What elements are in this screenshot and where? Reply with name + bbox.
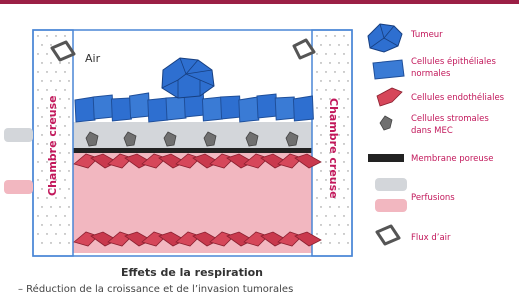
chamber-dot xyxy=(59,116,60,117)
chamber-dot xyxy=(325,233,326,234)
chamber-dot xyxy=(64,233,65,234)
chamber-dot xyxy=(320,188,321,189)
upper-perfusion-channel xyxy=(73,122,312,148)
chamber-dot xyxy=(68,152,69,153)
chamber-dot xyxy=(347,80,348,81)
epithelial-cell xyxy=(111,98,131,121)
chamber-dot xyxy=(41,116,42,117)
chamber-dot xyxy=(55,233,56,234)
airflow-icon xyxy=(377,226,399,244)
chamber-dot xyxy=(334,89,335,90)
chamber-dot xyxy=(320,62,321,63)
chamber-dot xyxy=(320,170,321,171)
chamber-dot xyxy=(46,89,47,90)
epithelial-cell xyxy=(202,97,222,121)
chamber-dot xyxy=(46,35,47,36)
tumor-icon xyxy=(368,24,402,52)
chamber-dot xyxy=(59,242,60,243)
chamber-dot xyxy=(343,35,344,36)
chamber-dot xyxy=(325,143,326,144)
chamber-dot xyxy=(325,215,326,216)
porous-membrane-icon xyxy=(368,154,404,162)
chamber-dot xyxy=(334,215,335,216)
chamber-dot xyxy=(347,152,348,153)
chamber-dot xyxy=(320,134,321,135)
chamber-dot xyxy=(37,215,38,216)
chamber-dot xyxy=(343,125,344,126)
chamber-dot xyxy=(59,80,60,81)
chamber-dot xyxy=(347,134,348,135)
chamber-dot xyxy=(320,242,321,243)
chamber-dot xyxy=(68,170,69,171)
chamber-dot xyxy=(41,152,42,153)
chamber-dot xyxy=(68,62,69,63)
airflow-icon-right xyxy=(294,40,314,58)
chamber-dot xyxy=(320,116,321,117)
chamber-dot xyxy=(68,188,69,189)
chamber-dot xyxy=(316,71,317,72)
chamber-dot xyxy=(59,188,60,189)
epithelial-cell xyxy=(275,97,295,120)
epithelial-cell xyxy=(93,95,113,119)
chamber-dot xyxy=(64,89,65,90)
chamber-dot xyxy=(325,197,326,198)
chamber-dot xyxy=(50,242,51,243)
chamber-dot xyxy=(338,62,339,63)
top-rule xyxy=(0,0,519,4)
chamber-dot xyxy=(329,224,330,225)
epithelial-cell xyxy=(221,96,241,119)
lower-inlet-port xyxy=(4,180,33,194)
left-chamber-label: Chambre creuse xyxy=(46,95,59,196)
chamber-dot xyxy=(343,89,344,90)
chamber-dot xyxy=(347,224,348,225)
chamber-dot xyxy=(320,206,321,207)
chamber-dot xyxy=(338,224,339,225)
chamber-dot xyxy=(320,80,321,81)
chamber-dot xyxy=(50,80,51,81)
chamber-dot xyxy=(64,179,65,180)
chamber-dot xyxy=(316,197,317,198)
chamber-dot xyxy=(316,107,317,108)
chamber-dot xyxy=(37,125,38,126)
chamber-dot xyxy=(316,89,317,90)
chamber-dot xyxy=(347,62,348,63)
legend-label-perfusion: Perfusions xyxy=(411,193,455,203)
chamber-dot xyxy=(59,152,60,153)
chamber-dot xyxy=(41,80,42,81)
endothelial-cell-icon xyxy=(377,88,402,106)
epithelial-cell xyxy=(148,98,168,122)
chamber-dot xyxy=(320,224,321,225)
chamber-dot xyxy=(347,170,348,171)
chamber-dot xyxy=(50,206,51,207)
chamber-dot xyxy=(334,71,335,72)
chamber-dot xyxy=(347,116,348,117)
chamber-dot xyxy=(68,224,69,225)
chamber-dot xyxy=(325,71,326,72)
chamber-dot xyxy=(37,89,38,90)
caption-title: Effets de la respiration xyxy=(120,266,264,279)
chamber-dot xyxy=(343,53,344,54)
chamber-dot xyxy=(46,233,47,234)
chamber-dot xyxy=(347,188,348,189)
chamber-dot xyxy=(325,179,326,180)
chamber-dot xyxy=(338,242,339,243)
chamber-dot xyxy=(59,170,60,171)
chamber-dot xyxy=(64,215,65,216)
epithelial-cell xyxy=(257,94,277,118)
chamber-dot xyxy=(316,35,317,36)
chamber-dot xyxy=(338,44,339,45)
chamber-dot xyxy=(50,224,51,225)
chamber-dot xyxy=(37,161,38,162)
chamber-dot xyxy=(334,53,335,54)
chamber-dot xyxy=(68,80,69,81)
chamber-dot xyxy=(325,125,326,126)
chamber-dot xyxy=(68,242,69,243)
chamber-dot xyxy=(37,71,38,72)
chamber-dot xyxy=(316,215,317,216)
chamber-dot xyxy=(50,62,51,63)
chamber-dot xyxy=(329,80,330,81)
chamber-dot xyxy=(41,224,42,225)
chamber-dot xyxy=(325,107,326,108)
chamber-dot xyxy=(68,116,69,117)
chamber-dot xyxy=(343,143,344,144)
chamber-dot xyxy=(320,44,321,45)
stromal-cell-icon xyxy=(380,116,392,130)
chamber-dot xyxy=(37,35,38,36)
tumor-cluster xyxy=(162,58,214,98)
chamber-dot xyxy=(68,134,69,135)
chamber-dot xyxy=(41,170,42,171)
epithelial-cell xyxy=(75,97,95,122)
legend-label-tumor: Tumeur xyxy=(411,30,443,40)
chamber-dot xyxy=(37,179,38,180)
chamber-dot xyxy=(320,152,321,153)
chamber-dot xyxy=(329,206,330,207)
chamber-dot xyxy=(338,80,339,81)
chamber-dot xyxy=(68,206,69,207)
chamber-dot xyxy=(343,71,344,72)
chamber-dot xyxy=(325,161,326,162)
chamber-dot xyxy=(64,197,65,198)
chamber-dot xyxy=(343,215,344,216)
chamber-dot xyxy=(37,233,38,234)
chamber-dot xyxy=(59,224,60,225)
legend-label-epithelial-2: normales xyxy=(411,69,451,79)
chamber-dot xyxy=(41,98,42,99)
chamber-dot xyxy=(347,206,348,207)
chamber-dot xyxy=(46,197,47,198)
chamber-dot xyxy=(64,71,65,72)
chamber-dot xyxy=(343,179,344,180)
chamber-dot xyxy=(347,98,348,99)
legend-label-airflow: Flux d’air xyxy=(411,233,451,243)
chamber-dot xyxy=(68,98,69,99)
chamber-dot xyxy=(329,242,330,243)
chamber-dot xyxy=(41,242,42,243)
chamber-dot xyxy=(338,206,339,207)
chamber-dot xyxy=(55,71,56,72)
chamber-dot xyxy=(329,44,330,45)
chamber-dot xyxy=(37,107,38,108)
chamber-dot xyxy=(37,143,38,144)
epithelial-cell xyxy=(293,96,313,121)
legend xyxy=(368,24,505,244)
chamber-dot xyxy=(41,206,42,207)
chamber-dot xyxy=(325,89,326,90)
chamber-dot xyxy=(37,53,38,54)
legend-label-stromal-1: Cellules stromales xyxy=(411,114,489,124)
legend-label-epithelial-1: Cellules épithéliales xyxy=(411,57,496,67)
chamber-dot xyxy=(59,206,60,207)
chamber-dot xyxy=(55,89,56,90)
chamber-dot xyxy=(316,125,317,126)
caption-item: – Réduction de la croissance et de l’invasion tumorales xyxy=(18,284,294,295)
chamber-dot xyxy=(334,233,335,234)
chamber-dot xyxy=(46,53,47,54)
chamber-dot xyxy=(59,98,60,99)
chamber-dot xyxy=(64,107,65,108)
chamber-dot xyxy=(64,125,65,126)
chamber-dot xyxy=(325,35,326,36)
epithelial-cell xyxy=(239,97,259,122)
chamber-dot xyxy=(334,35,335,36)
chamber-dot xyxy=(37,197,38,198)
chamber-dot xyxy=(64,35,65,36)
chamber-dot xyxy=(325,53,326,54)
epithelial-cell-icon xyxy=(373,60,404,79)
upper-inlet-port xyxy=(4,128,33,142)
chamber-dot xyxy=(46,71,47,72)
chamber-dot xyxy=(329,62,330,63)
chamber-dot xyxy=(55,35,56,36)
chamber-dot xyxy=(316,143,317,144)
chamber-dot xyxy=(347,44,348,45)
chamber-dot xyxy=(347,242,348,243)
chamber-dot xyxy=(55,215,56,216)
chamber-dot xyxy=(46,215,47,216)
chamber-dot xyxy=(320,98,321,99)
chamber-dot xyxy=(41,62,42,63)
perfusion-icon-pink xyxy=(375,199,407,212)
chamber-dot xyxy=(41,134,42,135)
chamber-dot xyxy=(41,188,42,189)
legend-label-membrane: Membrane poreuse xyxy=(411,154,494,164)
epithelial-cell xyxy=(130,93,150,118)
chamber-dot xyxy=(316,233,317,234)
chamber-dot xyxy=(64,161,65,162)
perfusion-icon-gray xyxy=(375,178,407,191)
chamber-dot xyxy=(59,62,60,63)
chamber-dot xyxy=(50,44,51,45)
epithelial-cell xyxy=(166,97,186,120)
porous-membrane xyxy=(73,148,312,153)
right-chamber-label: Chambre creuse xyxy=(327,98,340,199)
chamber-dot xyxy=(59,134,60,135)
chamber-dot xyxy=(64,143,65,144)
chamber-dot xyxy=(343,107,344,108)
air-label: Air xyxy=(85,52,101,65)
chamber-dot xyxy=(55,197,56,198)
chamber-dot xyxy=(343,197,344,198)
legend-label-stromal-2: dans MEC xyxy=(411,126,453,136)
chamber-dot xyxy=(343,233,344,234)
chamber-dot xyxy=(316,179,317,180)
legend-label-endothelial: Cellules endothéliales xyxy=(411,93,505,103)
chamber-dot xyxy=(41,44,42,45)
chamber-dot xyxy=(316,53,317,54)
chamber-dot xyxy=(343,161,344,162)
